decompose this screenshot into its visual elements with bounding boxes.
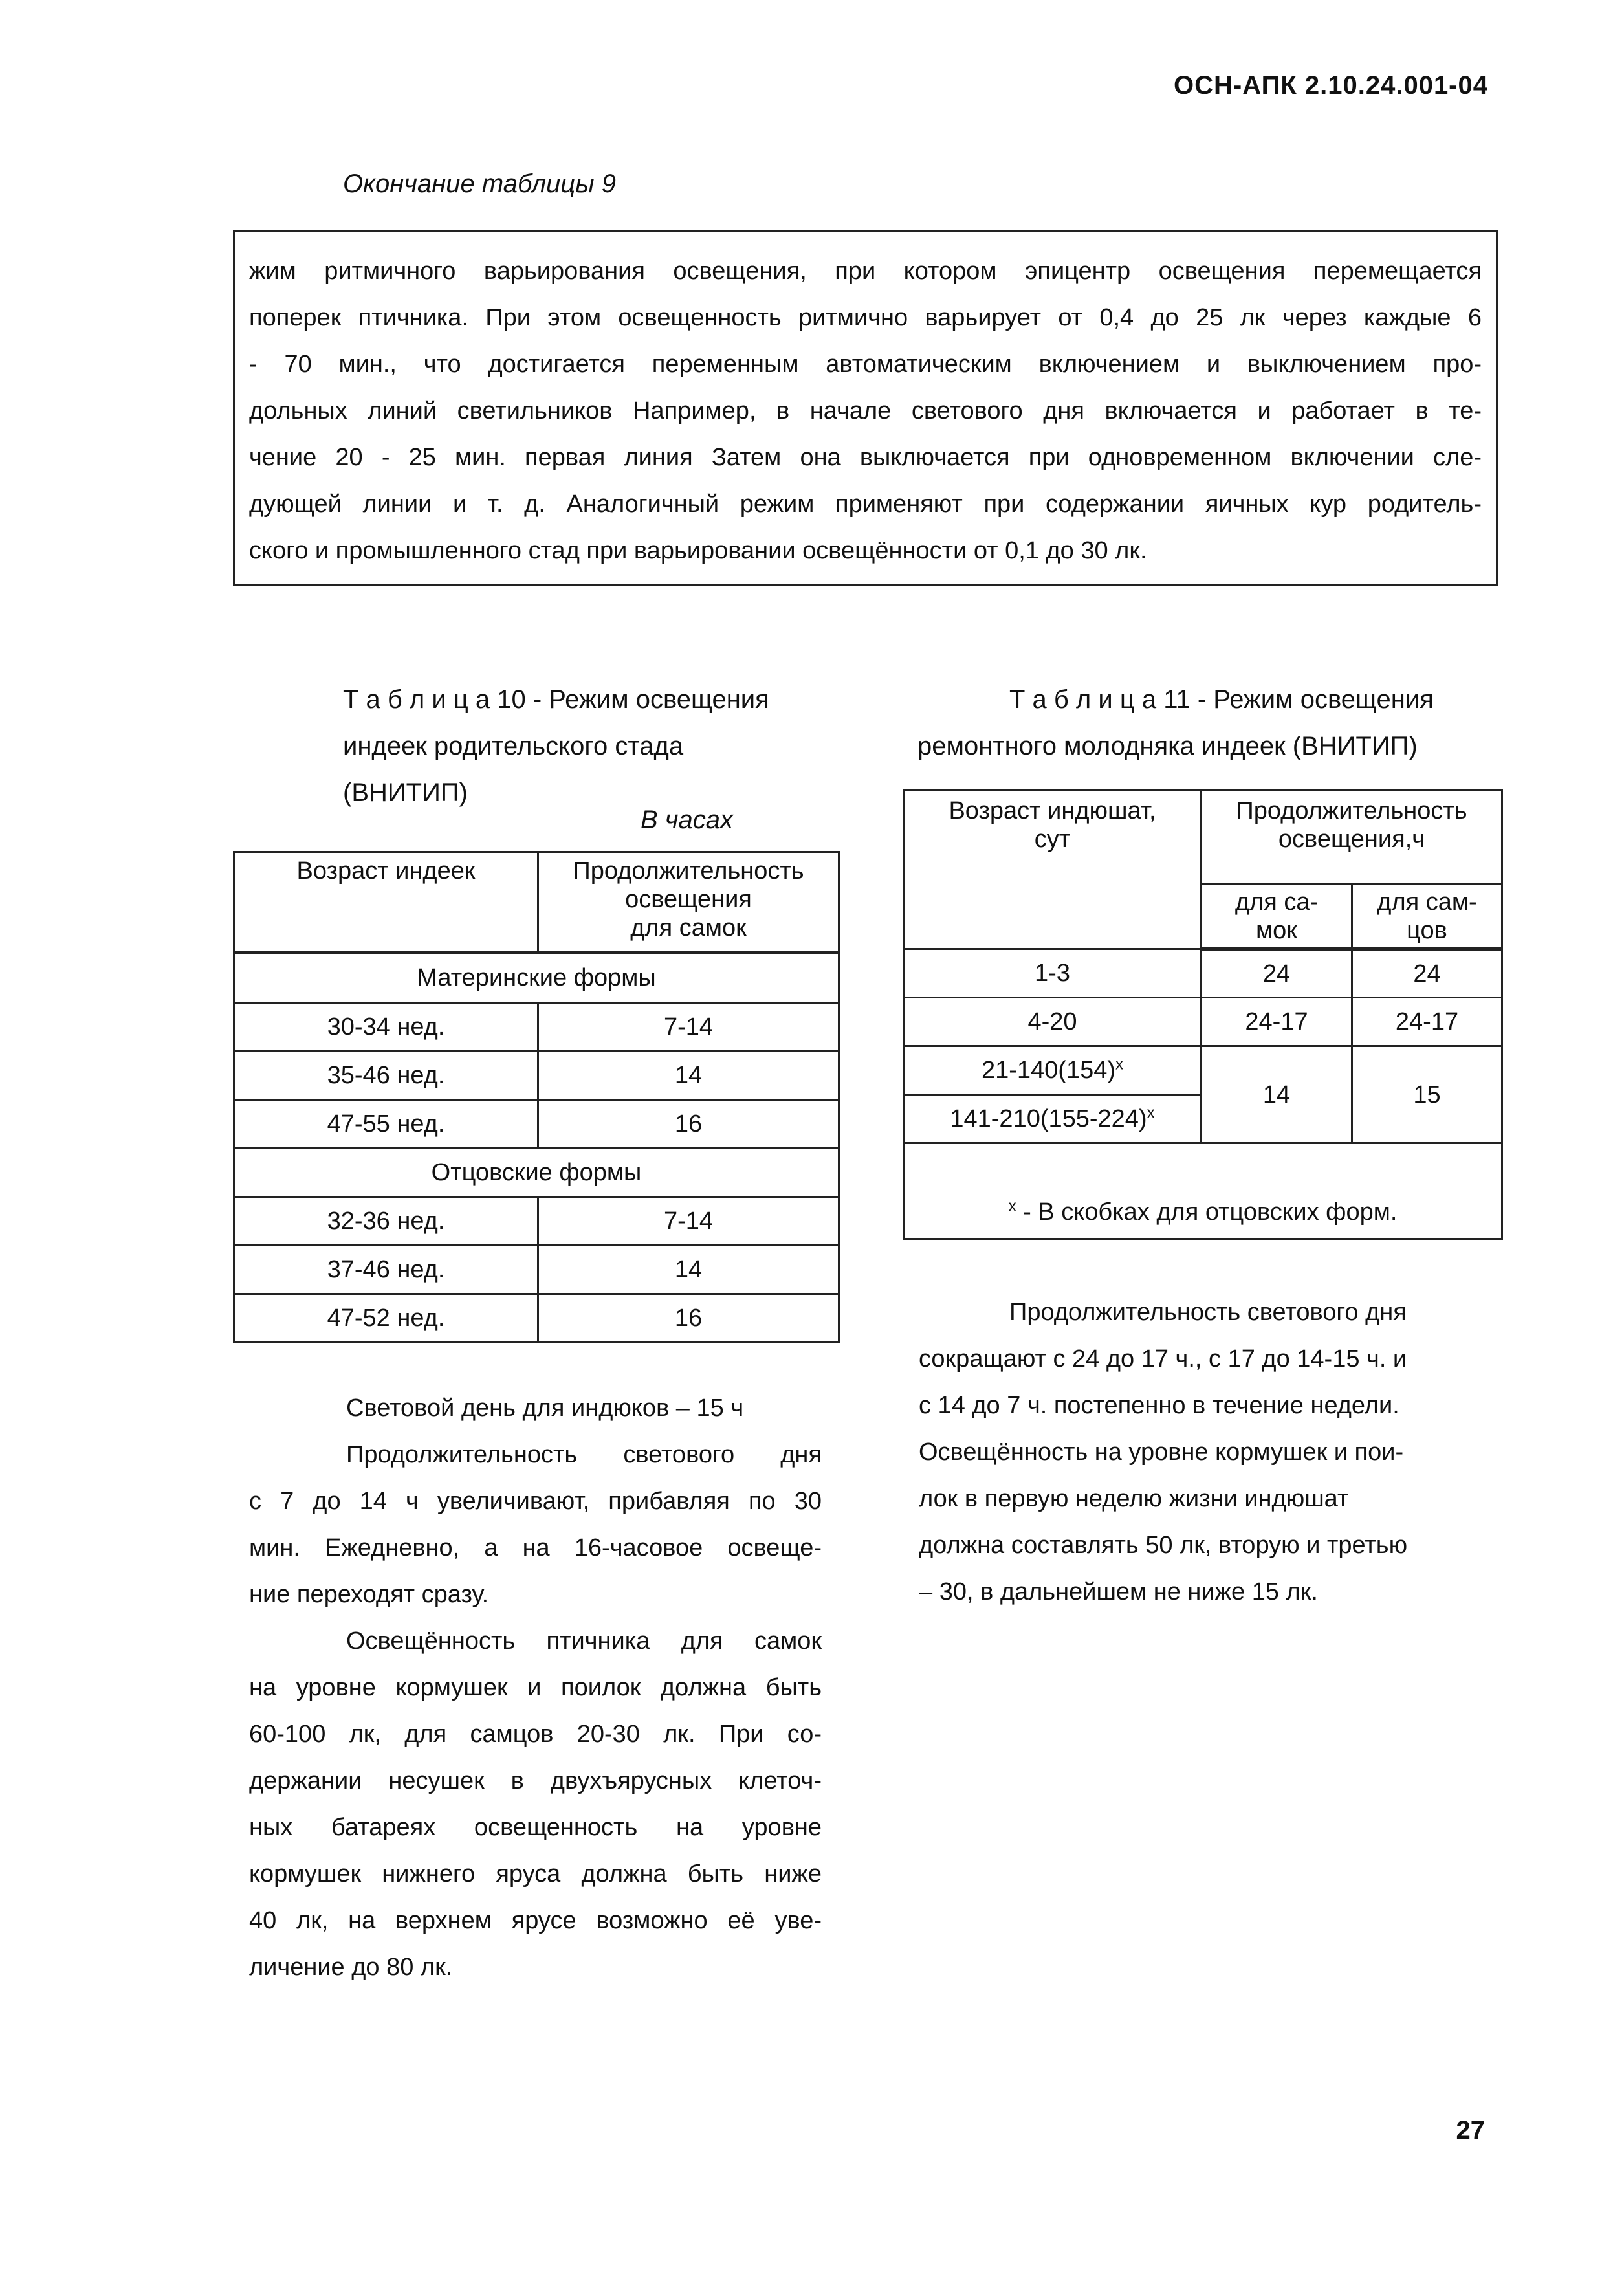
table10-caption-line: Т а б л и ц а 10 - Режим освещения xyxy=(343,685,769,714)
table-row xyxy=(234,1003,839,1052)
table11-females-cell: 24-17 xyxy=(1202,998,1352,1046)
document-code: ОСН-АПК 2.10.24.001-04 xyxy=(1174,71,1488,100)
table11-females-cell: 14 xyxy=(1202,1046,1352,1143)
header-line: Продолжительность xyxy=(573,857,804,885)
table10-age-cell: 30-34 нед. xyxy=(234,1003,538,1052)
header-line: освещения xyxy=(625,886,752,913)
body-text-line: лок в первую неделю жизни индюшат xyxy=(919,1485,1349,1512)
body-text-line: кормушек нижнего яруса должна быть ниже xyxy=(249,1860,822,1888)
table11-header-females xyxy=(1202,885,1352,949)
table10-header-duration xyxy=(538,852,839,953)
table11-age-cell xyxy=(904,1046,1202,1095)
table-row xyxy=(234,1052,839,1100)
body-text-line: – 30, в дальнейшем не ниже 15 лк. xyxy=(919,1578,1318,1605)
right-paragraph xyxy=(919,1289,1488,1615)
table10-caption-line: индеек родительского стада xyxy=(343,732,684,760)
body-text-line: ных батареях освещенность на уровне xyxy=(249,1814,822,1841)
table10-hours-cell: 16 xyxy=(538,1294,839,1343)
left-paragraph-2 xyxy=(249,1618,822,1991)
header-line: мок xyxy=(1256,916,1297,944)
table11-header-age xyxy=(904,791,1202,949)
header-line: для сам- xyxy=(1377,888,1477,916)
footnote-text: - В скобках для отцовских форм. xyxy=(1016,1198,1398,1226)
body-text-line: личение до 80 лк. xyxy=(249,1954,453,1981)
table-row xyxy=(234,1294,839,1343)
table10-age-cell: 35-46 нед. xyxy=(234,1052,538,1100)
table-row xyxy=(904,998,1502,1046)
footnote-mark: x xyxy=(1008,1197,1016,1215)
table10-section-title: Материнские формы xyxy=(234,953,839,1003)
body-text-line: ние переходят сразу. xyxy=(249,1581,489,1608)
footnote-mark: x xyxy=(1115,1055,1124,1074)
box-line: поперек птичника. При этом освещенность ритмично варьирует от 0,4 до 25 лк через каждые 6 xyxy=(249,304,1482,331)
header-line: освещения,ч xyxy=(1278,826,1425,853)
box-line: - 70 мин., что достигается переменным автоматическим включением и выключением про- xyxy=(249,351,1482,378)
body-text-line: Продолжительность светового дня xyxy=(1009,1299,1407,1326)
table11-header-duration xyxy=(1202,791,1502,885)
table11-males-cell: 24 xyxy=(1352,949,1502,998)
table11-header-males xyxy=(1352,885,1502,949)
header-line: сут xyxy=(1034,826,1071,853)
body-text-line: Продолжительность светового дня xyxy=(346,1441,822,1468)
table10-hours-cell: 14 xyxy=(538,1052,839,1100)
table11-caption-line: ремонтного молодняка индеек (ВНИТИП) xyxy=(917,732,1418,760)
table10-header-age: Возраст индеек xyxy=(234,852,538,953)
table10-unit: В часах xyxy=(641,806,733,834)
page-number: 27 xyxy=(1456,2116,1485,2145)
body-text-line: Освещённость на уровне кормушек и пои- xyxy=(919,1439,1404,1466)
body-text-line: с 7 до 14 ч увеличивают, прибавляя по 30 xyxy=(249,1488,822,1515)
box-line: дольных линий светильников Например, в начале светового дня включается и работает в те- xyxy=(249,397,1482,425)
table10-section-title: Отцовские формы xyxy=(234,1149,839,1197)
body-text-line: 60-100 лк, для самцов 20-30 лк. При со- xyxy=(249,1721,822,1748)
table-row xyxy=(904,1046,1502,1095)
table10-hours-cell: 14 xyxy=(538,1246,839,1294)
header-line: Возраст индюшат, xyxy=(949,797,1156,824)
table9-continuation-box xyxy=(233,230,1498,586)
table11-caption-line: Т а б л и ц а 11 - Режим освещения xyxy=(1009,685,1434,714)
header-line: цов xyxy=(1407,916,1447,944)
age-range: 141-210(155-224) xyxy=(950,1105,1147,1132)
body-text-line: мин. Ежедневно, а на 16-часовое освеще- xyxy=(249,1534,822,1561)
body-text-line: с 14 до 7 ч. постепенно в течение недели. xyxy=(919,1392,1399,1419)
table10-hours-cell: 7-14 xyxy=(538,1003,839,1052)
table10-caption-line: (ВНИТИП) xyxy=(343,778,468,807)
left-paragraph-1 xyxy=(249,1431,822,1618)
continuation-label: Окончание таблицы 9 xyxy=(343,170,617,198)
table-row xyxy=(234,1246,839,1294)
table-row xyxy=(234,1100,839,1149)
table11-footnote-row xyxy=(904,1143,1502,1239)
table10 xyxy=(233,851,840,1343)
table11-header-row xyxy=(904,791,1502,885)
table11 xyxy=(903,789,1503,1240)
table11-males-cell: 24-17 xyxy=(1352,998,1502,1046)
table10-age-cell: 47-55 нед. xyxy=(234,1100,538,1149)
header-line: для самок xyxy=(630,914,747,942)
header-line: Продолжительность xyxy=(1236,797,1467,824)
box-line: жим ритмичного варьирования освещения, при котором эпицентр освещения перемещается xyxy=(249,258,1482,285)
age-range: 21-140(154) xyxy=(981,1057,1116,1084)
body-text-line: сокращают с 24 до 17 ч., с 17 до 14-15 ч. и xyxy=(919,1345,1407,1373)
body-text-line: держании несушек в двухъярусных клеточ- xyxy=(249,1767,822,1794)
body-text-line: Освещённость птичника для самок xyxy=(346,1627,822,1655)
table11-age-cell: 1-3 xyxy=(904,949,1202,998)
table-row xyxy=(234,1197,839,1246)
table11-age-cell: 4-20 xyxy=(904,998,1202,1046)
table10-age-cell: 47-52 нед. xyxy=(234,1294,538,1343)
table-row xyxy=(904,949,1502,998)
box-line: дующей линии и т. д. Аналогичный режим применяют при содержании яичных кур родитель- xyxy=(249,491,1482,518)
body-text-line: должна составлять 50 лк, вторую и третью xyxy=(919,1532,1408,1559)
footnote-mark: x xyxy=(1147,1104,1155,1122)
table10-age-cell: 37-46 нед. xyxy=(234,1246,538,1294)
header-line: для са- xyxy=(1234,888,1319,916)
body-text-line: на уровне кормушек и поилок должна быть xyxy=(249,1674,822,1701)
body-text-line: Световой день для индюков – 15 ч xyxy=(346,1395,744,1422)
table10-age-cell: 32-36 нед. xyxy=(234,1197,538,1246)
table10-hours-cell: 16 xyxy=(538,1100,839,1149)
table11-females-cell: 24 xyxy=(1202,949,1352,998)
table11-age-cell xyxy=(904,1095,1202,1143)
table10-hours-cell: 7-14 xyxy=(538,1197,839,1246)
box-line: ского и промышленного стад при варьировании освещённости от 0,1 до 30 лк. xyxy=(249,537,1147,564)
body-text-line: 40 лк, на верхнем ярусе возможно её уве- xyxy=(249,1907,822,1934)
box-line: чение 20 - 25 мин. первая линия Затем она выключается при одновременном включении сле- xyxy=(249,444,1482,471)
table11-males-cell: 15 xyxy=(1352,1046,1502,1143)
table11-footnote xyxy=(904,1143,1502,1239)
table10-header-row xyxy=(234,852,839,953)
